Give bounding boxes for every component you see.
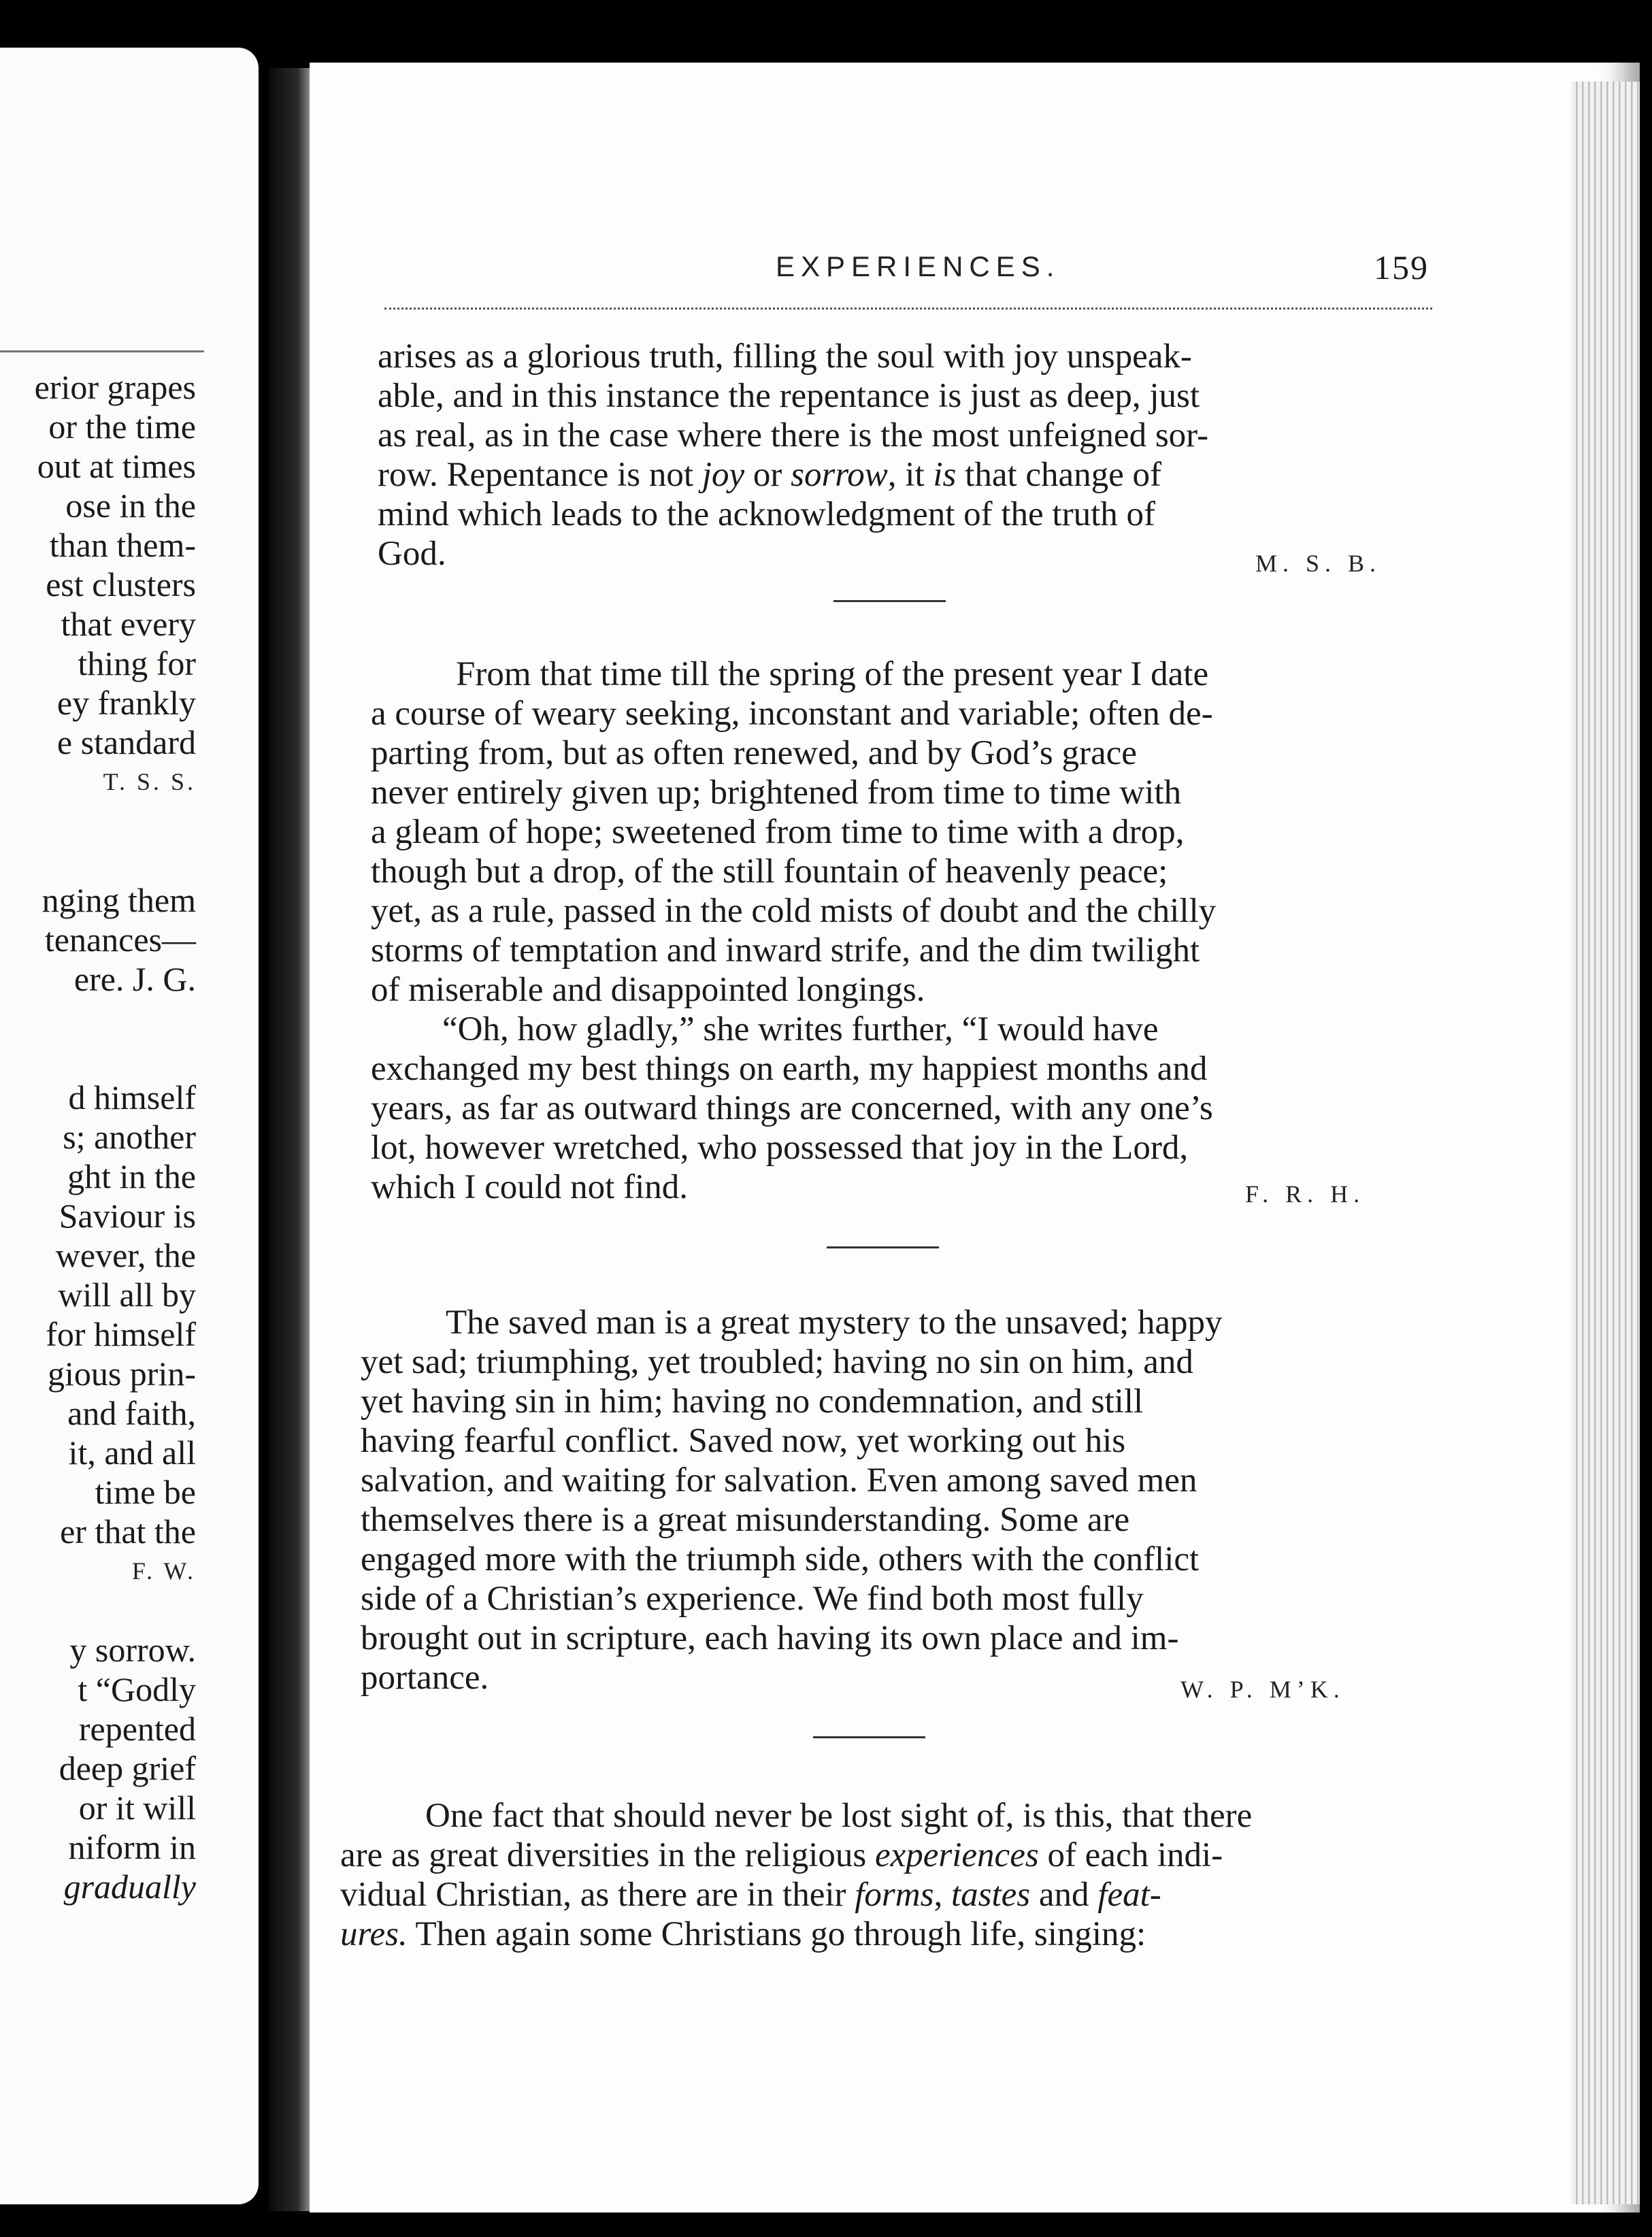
section-divider [827, 1246, 939, 1248]
emphasis: experiences [875, 1836, 1039, 1874]
left-page-line: thing for [78, 644, 196, 682]
passage-line: yet sad; triumphing, yet troubled; having no sin on him, and [361, 1343, 1193, 1381]
passage-line: row. Repentance is not joy or sorrow, it is that change of [378, 456, 1162, 494]
passage-line: years, as far as outward things are concerned, with any one’s [371, 1089, 1213, 1127]
left-page-line: s; another [63, 1118, 196, 1156]
emphasis: sorrow [791, 456, 888, 494]
left-page-line: it, and all [68, 1434, 196, 1472]
passage-line: exchanged my best things on earth, my happiest months and [371, 1050, 1208, 1088]
left-page-header-rule [0, 350, 204, 352]
emphasis: tastes [951, 1876, 1031, 1914]
left-page-line: F. W. [131, 1557, 196, 1585]
left-page-line: and faith, [67, 1394, 196, 1432]
section-divider [813, 1736, 925, 1738]
page-edges [1572, 82, 1640, 2204]
signature: M. S. B. [1255, 550, 1382, 577]
left-page-line: out at times [37, 447, 196, 485]
passage-line: engaged more with the triumph side, others with the conflict [361, 1540, 1200, 1578]
left-page-line: gradually [63, 1868, 196, 1906]
emphasis: ures. [340, 1915, 408, 1953]
previous-page-fragment [0, 48, 259, 2204]
passage-line: a gleam of hope; sweetened from time to time with a drop, [371, 813, 1185, 851]
passage-line: From that time till the spring of the present year I date [456, 655, 1209, 693]
passage-line: able, and in this instance the repentance is just as deep, just [378, 377, 1200, 415]
passage-line: lot, however wretched, who possessed that joy in the Lord, [371, 1129, 1189, 1167]
left-page-line: d himself [68, 1078, 196, 1116]
passage-line: portance. [361, 1659, 489, 1697]
passage-line: salvation, and waiting for salvation. Even among saved men [361, 1461, 1197, 1499]
left-page-line: for himself [46, 1315, 196, 1353]
running-head: EXPERIENCES. [776, 250, 1061, 282]
passage-line: ures. Then again some Christians go through life, singing: [340, 1915, 1146, 1953]
left-page-line: ght in the [67, 1157, 196, 1195]
section-divider [833, 600, 946, 602]
left-page-line: than them- [49, 526, 196, 564]
passage-line: though but a drop, of the still fountain of heavenly peace; [371, 852, 1168, 891]
passage-line: God. [378, 535, 446, 573]
left-page-line: deep grief [59, 1749, 196, 1787]
passage-line: having fearful conflict. Saved now, yet working out his [361, 1422, 1126, 1460]
passage-line-segment: row. Repentance is not [378, 456, 702, 494]
left-page-line: ose in the [65, 486, 196, 525]
left-page-line: Saviour is [59, 1197, 196, 1235]
left-page-line: niform in [68, 1828, 196, 1866]
passage-line: arises as a glorious truth, filling the soul with joy unspeak- [378, 337, 1192, 376]
emphasis: is [933, 456, 957, 494]
passage-line: mind which leads to the acknowledgment of the truth of [378, 495, 1155, 533]
emphasis: forms [855, 1876, 934, 1914]
left-page-line: e standard [56, 723, 196, 761]
passage-line: parting from, but as often renewed, and by God’s grace [371, 734, 1137, 772]
passage-line: a course of weary seeking, inconstant and variable; often de- [371, 695, 1213, 733]
passage-line: which I could not find. [371, 1168, 688, 1206]
passage-line: yet having sin in him; having no condemnation, and still [361, 1382, 1144, 1421]
left-page-line: nging them [42, 881, 196, 919]
emphasis: feat- [1097, 1876, 1161, 1914]
left-page-line: gious prin- [47, 1355, 196, 1393]
passage-line: The saved man is a great mystery to the unsaved; happy [446, 1304, 1223, 1342]
left-page-line: ere. J. G. [73, 960, 196, 998]
passage-line: brought out in scripture, each having its own place and im- [361, 1619, 1179, 1657]
left-page-line: or the time [48, 408, 196, 446]
passage-line: of miserable and disappointed longings. [371, 971, 925, 1009]
left-page-line: t “Godly [78, 1670, 196, 1708]
passage-line: never entirely given up; brightened from time to time with [371, 774, 1182, 812]
emphasis: joy [701, 456, 745, 494]
passage-line: are as great diversities in the religious experiences of each indi- [340, 1836, 1223, 1874]
left-page-line: that every [61, 605, 196, 643]
left-page-line: ey frankly [56, 684, 196, 722]
passage-line: yet, as a rule, passed in the cold mists of doubt and the chilly [371, 892, 1217, 930]
passage-line: “Oh, how gladly,” she writes further, “I would have [442, 1010, 1159, 1048]
left-page-line: will all by [58, 1276, 196, 1314]
left-page-line: repented [78, 1710, 196, 1748]
left-page-line: tenances— [44, 921, 196, 959]
page-number: 159 [1374, 248, 1429, 286]
passage-line: themselves there is a great misunderstanding. Some are [361, 1501, 1130, 1539]
left-page-line: er that the [60, 1512, 196, 1551]
passage-line: as real, as in the case where there is the most unfeigned sor- [378, 416, 1209, 454]
left-page-line: erior grapes [34, 368, 196, 406]
header-rule [384, 308, 1432, 310]
passage-line: One fact that should never be lost sight of, is this, that there [425, 1797, 1253, 1835]
passage-line: side of a Christian’s experience. We find both most fully [361, 1580, 1144, 1618]
left-page-line: wever, the [55, 1236, 196, 1274]
signature: W. P. M’K. [1180, 1676, 1345, 1703]
left-page-line: y sorrow. [69, 1631, 196, 1669]
page-header [776, 250, 1429, 305]
passage-line: storms of temptation and inward strife, and the dim twilight [371, 931, 1200, 970]
passage-line: vidual Christian, as there are in their forms, tastes and feat- [340, 1876, 1161, 1914]
signature: F. R. H. [1245, 1180, 1366, 1208]
left-page-line: time be [95, 1473, 196, 1511]
left-page-line: T. S. S. [103, 768, 196, 795]
left-page-line: est clusters [46, 565, 196, 603]
left-page-line: or it will [78, 1789, 196, 1827]
